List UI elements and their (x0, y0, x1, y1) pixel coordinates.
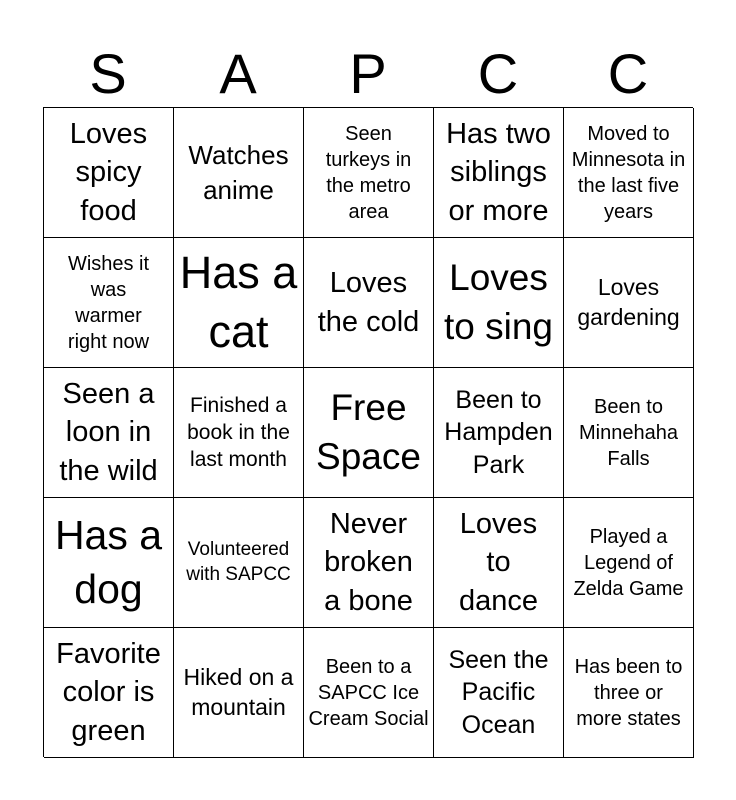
cell-label: Loves the cold (317, 267, 420, 338)
bingo-cell-r3c2[interactable] (174, 368, 304, 498)
bingo-cell-r2c2[interactable] (174, 238, 304, 368)
bingo-cell-r1c4[interactable] (434, 108, 564, 238)
cell-label: Volunteered with SAPCC (186, 538, 291, 585)
cell-label: Loves spicy food (69, 118, 148, 227)
bingo-cell-r5c2[interactable] (174, 628, 304, 758)
bingo-cell-r3c5[interactable] (564, 368, 694, 498)
bingo-header (43, 40, 693, 108)
bingo-board (43, 107, 693, 757)
cell-label: Watches anime (188, 140, 289, 205)
cell-label: Free Space (316, 387, 421, 477)
cell-label: Favorite color is green (56, 638, 161, 747)
cell-label: Finished a book in the last month (187, 393, 290, 472)
bingo-cell-r4c3[interactable] (304, 498, 434, 628)
cell-label: Seen the Pacific Ocean (448, 645, 549, 739)
bingo-cell-r5c4[interactable] (434, 628, 564, 758)
cell-label: Played a Legend of Zelda Game (573, 525, 684, 600)
cell-label: Has two siblings or more (446, 118, 551, 227)
cell-label: Seen turkeys in the metro area (325, 122, 412, 223)
header-letter-c2: C (607, 42, 649, 105)
cell-label: Moved to Minnesota in the last five years (571, 122, 686, 223)
cell-label: Has a dog (54, 512, 163, 612)
bingo-cell-r1c3[interactable] (304, 108, 434, 238)
cell-label: Loves to sing (443, 257, 553, 347)
cell-label: Been to Minnehaha Falls (579, 395, 678, 470)
bingo-cell-r5c1[interactable] (44, 628, 174, 758)
bingo-cell-r3c3[interactable] (304, 368, 434, 498)
bingo-cell-r1c1[interactable] (44, 108, 174, 238)
cell-label: Has a cat (179, 247, 298, 357)
bingo-cell-r5c5[interactable] (564, 628, 694, 758)
bingo-cell-r2c1[interactable] (44, 238, 174, 368)
bingo-cell-r4c4[interactable] (434, 498, 564, 628)
cell-label: Loves to dance (458, 508, 538, 617)
header-letter-s: S (89, 42, 127, 105)
bingo-cell-r2c3[interactable] (304, 238, 434, 368)
bingo-cell-r5c3[interactable] (304, 628, 434, 758)
cell-label: Been to Hampden Park (444, 385, 553, 479)
cell-label: Never broken a bone (324, 508, 413, 617)
bingo-cell-r1c2[interactable] (174, 108, 304, 238)
bingo-cell-r4c5[interactable] (564, 498, 694, 628)
bingo-cell-r4c1[interactable] (44, 498, 174, 628)
cell-label: Been to a SAPCC Ice Cream Social (308, 655, 429, 730)
header-letter-c1: C (477, 42, 519, 105)
bingo-cell-r2c5[interactable] (564, 238, 694, 368)
bingo-cell-r3c1[interactable] (44, 368, 174, 498)
header-letter-a: A (219, 42, 257, 105)
cell-label: Wishes it was warmer right now (67, 252, 150, 353)
cell-label: Seen a loon in the wild (59, 378, 158, 487)
cell-label: Loves gardening (577, 273, 680, 330)
bingo-cell-r4c2[interactable] (174, 498, 304, 628)
bingo-cell-r2c4[interactable] (434, 238, 564, 368)
cell-label: Has been to three or more states (574, 655, 683, 730)
header-letter-p: P (349, 42, 387, 105)
cell-label: Hiked on a mountain (183, 663, 294, 720)
bingo-cell-r3c4[interactable] (434, 368, 564, 498)
bingo-cell-r1c5[interactable] (564, 108, 694, 238)
